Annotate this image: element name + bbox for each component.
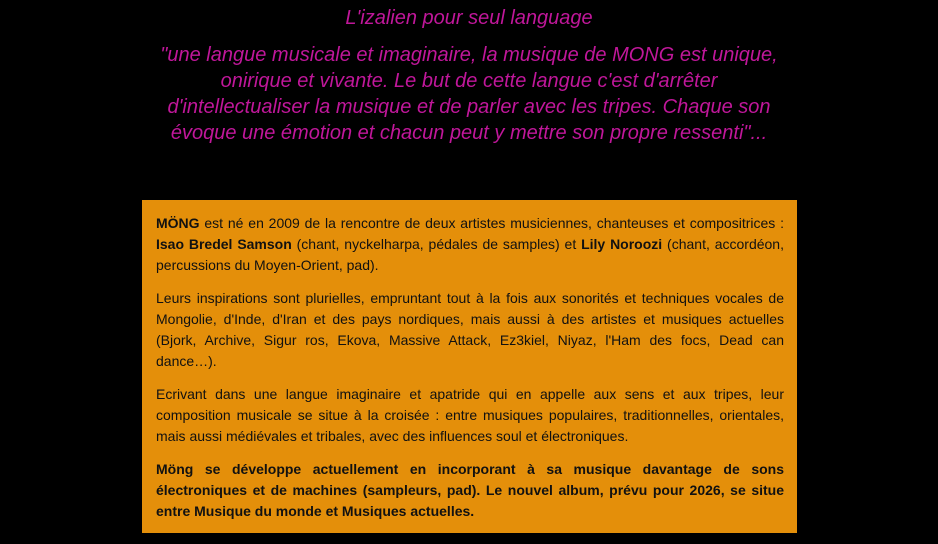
bio-text-2: (chant, nyckelharpa, pédales de samples) et [291,236,582,252]
subtitle: L'izalien pour seul language [345,7,593,29]
bio-text-1: est né en 2009 de la rencontre de deux artistes musiciennes, chanteuses et compositrices : [199,215,784,231]
bio-paragraph-4 [156,459,784,522]
bio-text-3: (chant, accordéon, percussions du Moyen-Orient, pad). [156,236,784,273]
bio-paragraph-4-text: Möng se développe actuellement en incorporant à sa musique davantage de sons électroniques et de machines (sampleurs, pad). Le nouvel album, prévu pour 2026, se situe entre Musique du monde et Musiques actuelles. [156,461,784,519]
bio-paragraph-3: Ecrivant dans une langue imaginaire et apatride qui en appelle aux sens et aux tripes, leur composition musicale se situe à la croisée : entre musiques populaires, traditionnelles, orientales, mais aussi médiévales et tribales, avec des influences soul et électroniques. [156,386,784,444]
artist-name-2: Lily Noroozi [581,236,663,252]
bio-card [142,200,797,533]
header [0,6,938,146]
bio-paragraph-2: Leurs inspirations sont plurielles, empruntant tout à la fois aux sonorités et techniques vocales de Mongolie, d'Inde, d'Iran et des pays nordiques, mais aussi à des artistes et musiques actuelles (Bjork, Archive, Sigur ros, Ekova, Massive Attack, Ez3kiel, Niyaz, l'Ham des focs, Dead can dance…). [156,290,784,369]
artist-name-1: Isao Bredel Samson [156,236,292,252]
band-name: MÖNG [156,215,200,231]
quote: "une langue musicale et imaginaire, la musique de MONG est unique, onirique et vivante. Le but de cette langue c'est d'arrêter d'intellectualiser la musique et de parler avec les tripes. Chaque son évoque une émotion et chacun peut y mettre son propre ressenti"... [160,44,778,144]
bio-paragraph-1 [156,213,784,276]
